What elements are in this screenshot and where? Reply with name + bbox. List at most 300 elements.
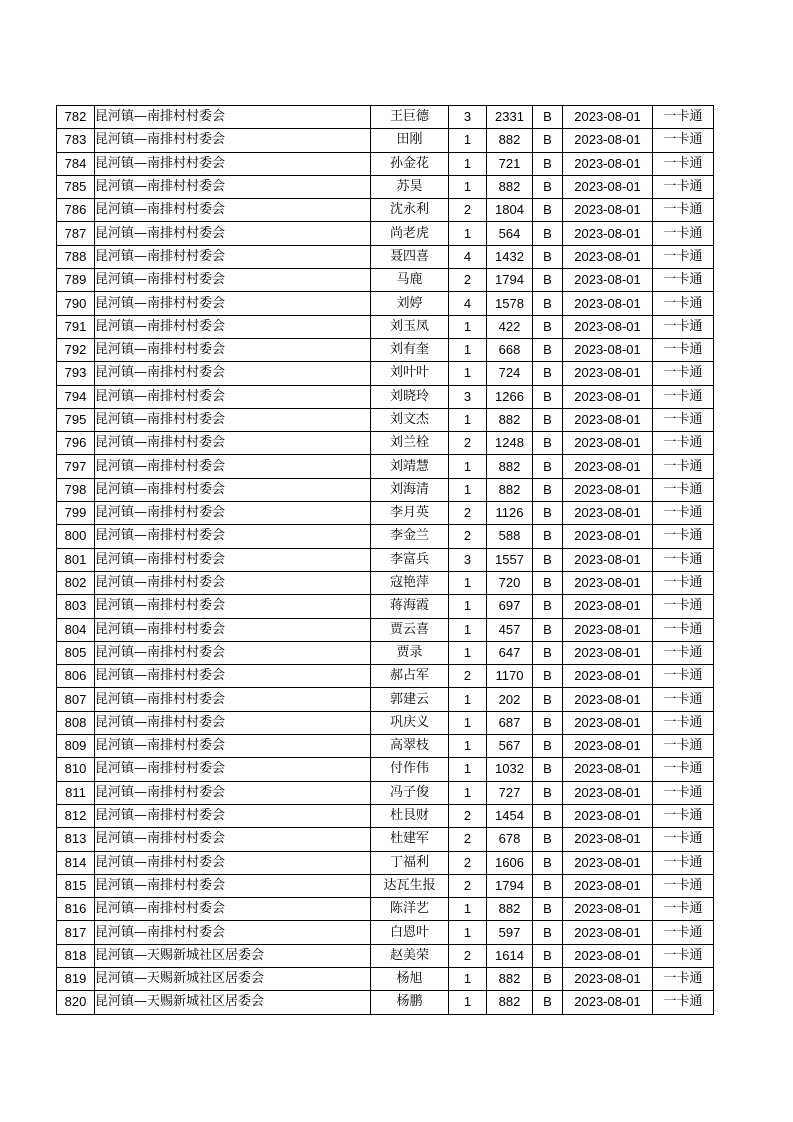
grade-cell: B [533, 874, 563, 897]
grade-cell: B [533, 432, 563, 455]
count-cell: 3 [449, 385, 487, 408]
date-cell: 2023-08-01 [563, 874, 653, 897]
count-cell: 1 [449, 571, 487, 594]
unit-cell: 昆河镇—南排村村委会 [95, 385, 371, 408]
count-cell: 1 [449, 152, 487, 175]
count-cell: 1 [449, 991, 487, 1014]
count-cell: 1 [449, 898, 487, 921]
grade-cell: B [533, 898, 563, 921]
table-row [57, 152, 714, 175]
date-cell: 2023-08-01 [563, 269, 653, 292]
row-index-cell: 810 [57, 758, 95, 781]
date-cell: 2023-08-01 [563, 385, 653, 408]
table-row [57, 828, 714, 851]
table-row [57, 874, 714, 897]
count-cell: 2 [449, 665, 487, 688]
grade-cell: B [533, 571, 563, 594]
table-row [57, 129, 714, 152]
row-index-cell: 783 [57, 129, 95, 152]
name-cell: 陈洋艺 [371, 898, 449, 921]
unit-cell: 昆河镇—南排村村委会 [95, 921, 371, 944]
unit-cell: 昆河镇—南排村村委会 [95, 175, 371, 198]
count-cell: 1 [449, 735, 487, 758]
name-cell: 刘靖慧 [371, 455, 449, 478]
payment-method-cell: 一卡通 [653, 688, 714, 711]
row-index-cell: 804 [57, 618, 95, 641]
row-index-cell: 796 [57, 432, 95, 455]
unit-cell: 昆河镇—南排村村委会 [95, 525, 371, 548]
table-row [57, 781, 714, 804]
unit-cell: 昆河镇—南排村村委会 [95, 735, 371, 758]
payment-method-cell: 一卡通 [653, 967, 714, 990]
amount-cell: 567 [487, 735, 533, 758]
unit-cell: 昆河镇—南排村村委会 [95, 898, 371, 921]
payment-method-cell: 一卡通 [653, 735, 714, 758]
date-cell: 2023-08-01 [563, 152, 653, 175]
name-cell: 巩庆义 [371, 711, 449, 734]
date-cell: 2023-08-01 [563, 921, 653, 944]
date-cell: 2023-08-01 [563, 828, 653, 851]
unit-cell: 昆河镇—南排村村委会 [95, 408, 371, 431]
row-index-cell: 797 [57, 455, 95, 478]
date-cell: 2023-08-01 [563, 595, 653, 618]
payment-method-cell: 一卡通 [653, 455, 714, 478]
payment-method-cell: 一卡通 [653, 548, 714, 571]
grade-cell: B [533, 455, 563, 478]
grade-cell: B [533, 921, 563, 944]
table-row [57, 735, 714, 758]
amount-cell: 882 [487, 478, 533, 501]
date-cell: 2023-08-01 [563, 129, 653, 152]
grade-cell: B [533, 967, 563, 990]
name-cell: 刘海清 [371, 478, 449, 501]
unit-cell: 昆河镇—天赐新城社区居委会 [95, 991, 371, 1014]
row-index-cell: 806 [57, 665, 95, 688]
count-cell: 1 [449, 362, 487, 385]
amount-cell: 588 [487, 525, 533, 548]
table-row [57, 898, 714, 921]
table-row [57, 502, 714, 525]
unit-cell: 昆河镇—南排村村委会 [95, 502, 371, 525]
unit-cell: 昆河镇—南排村村委会 [95, 688, 371, 711]
date-cell: 2023-08-01 [563, 735, 653, 758]
date-cell: 2023-08-01 [563, 315, 653, 338]
amount-cell: 202 [487, 688, 533, 711]
payment-method-cell: 一卡通 [653, 152, 714, 175]
grade-cell: B [533, 502, 563, 525]
grade-cell: B [533, 478, 563, 501]
unit-cell: 昆河镇—南排村村委会 [95, 478, 371, 501]
row-index-cell: 817 [57, 921, 95, 944]
name-cell: 孙金花 [371, 152, 449, 175]
amount-cell: 1432 [487, 245, 533, 268]
count-cell: 2 [449, 851, 487, 874]
name-cell: 刘有奎 [371, 338, 449, 361]
row-index-cell: 800 [57, 525, 95, 548]
table-row [57, 758, 714, 781]
payment-method-cell: 一卡通 [653, 525, 714, 548]
date-cell: 2023-08-01 [563, 851, 653, 874]
name-cell: 寇艳萍 [371, 571, 449, 594]
amount-cell: 882 [487, 898, 533, 921]
row-index-cell: 782 [57, 106, 95, 129]
name-cell: 刘文杰 [371, 408, 449, 431]
amount-cell: 1606 [487, 851, 533, 874]
row-index-cell: 794 [57, 385, 95, 408]
amount-cell: 882 [487, 455, 533, 478]
date-cell: 2023-08-01 [563, 525, 653, 548]
row-index-cell: 815 [57, 874, 95, 897]
name-cell: 赵美荣 [371, 944, 449, 967]
row-index-cell: 812 [57, 804, 95, 827]
amount-cell: 882 [487, 129, 533, 152]
amount-cell: 727 [487, 781, 533, 804]
row-index-cell: 792 [57, 338, 95, 361]
count-cell: 1 [449, 408, 487, 431]
date-cell: 2023-08-01 [563, 408, 653, 431]
grade-cell: B [533, 804, 563, 827]
amount-cell: 564 [487, 222, 533, 245]
date-cell: 2023-08-01 [563, 432, 653, 455]
table-row [57, 408, 714, 431]
count-cell: 1 [449, 222, 487, 245]
row-index-cell: 809 [57, 735, 95, 758]
grade-cell: B [533, 641, 563, 664]
grade-cell: B [533, 595, 563, 618]
grade-cell: B [533, 269, 563, 292]
grade-cell: B [533, 385, 563, 408]
name-cell: 高翠枝 [371, 735, 449, 758]
unit-cell: 昆河镇—天赐新城社区居委会 [95, 967, 371, 990]
grade-cell: B [533, 711, 563, 734]
date-cell: 2023-08-01 [563, 245, 653, 268]
date-cell: 2023-08-01 [563, 292, 653, 315]
row-index-cell: 805 [57, 641, 95, 664]
table-row [57, 571, 714, 594]
table-row [57, 362, 714, 385]
count-cell: 2 [449, 944, 487, 967]
unit-cell: 昆河镇—南排村村委会 [95, 432, 371, 455]
amount-cell: 1248 [487, 432, 533, 455]
grade-cell: B [533, 665, 563, 688]
grade-cell: B [533, 688, 563, 711]
date-cell: 2023-08-01 [563, 478, 653, 501]
date-cell: 2023-08-01 [563, 548, 653, 571]
row-index-cell: 798 [57, 478, 95, 501]
grade-cell: B [533, 525, 563, 548]
row-index-cell: 818 [57, 944, 95, 967]
count-cell: 1 [449, 921, 487, 944]
name-cell: 杨旭 [371, 967, 449, 990]
date-cell: 2023-08-01 [563, 618, 653, 641]
row-index-cell: 787 [57, 222, 95, 245]
grade-cell: B [533, 735, 563, 758]
date-cell: 2023-08-01 [563, 106, 653, 129]
grade-cell: B [533, 408, 563, 431]
unit-cell: 昆河镇—南排村村委会 [95, 851, 371, 874]
grade-cell: B [533, 828, 563, 851]
unit-cell: 昆河镇—南排村村委会 [95, 315, 371, 338]
table-row [57, 106, 714, 129]
row-index-cell: 811 [57, 781, 95, 804]
payment-method-cell: 一卡通 [653, 408, 714, 431]
row-index-cell: 799 [57, 502, 95, 525]
date-cell: 2023-08-01 [563, 338, 653, 361]
amount-cell: 457 [487, 618, 533, 641]
amount-cell: 678 [487, 828, 533, 851]
grade-cell: B [533, 851, 563, 874]
count-cell: 1 [449, 315, 487, 338]
amount-cell: 1126 [487, 502, 533, 525]
grade-cell: B [533, 618, 563, 641]
payment-method-cell: 一卡通 [653, 106, 714, 129]
table-row [57, 641, 714, 664]
name-cell: 冯子俊 [371, 781, 449, 804]
unit-cell: 昆河镇—南排村村委会 [95, 618, 371, 641]
unit-cell: 昆河镇—南排村村委会 [95, 245, 371, 268]
name-cell: 李月英 [371, 502, 449, 525]
table-row [57, 967, 714, 990]
name-cell: 蒋海霞 [371, 595, 449, 618]
payment-method-cell: 一卡通 [653, 502, 714, 525]
table-row [57, 804, 714, 827]
grade-cell: B [533, 129, 563, 152]
name-cell: 贾云喜 [371, 618, 449, 641]
unit-cell: 昆河镇—南排村村委会 [95, 199, 371, 222]
count-cell: 1 [449, 688, 487, 711]
row-index-cell: 801 [57, 548, 95, 571]
name-cell: 聂四喜 [371, 245, 449, 268]
payment-method-cell: 一卡通 [653, 874, 714, 897]
row-index-cell: 786 [57, 199, 95, 222]
payment-method-cell: 一卡通 [653, 944, 714, 967]
name-cell: 杜建军 [371, 828, 449, 851]
grade-cell: B [533, 175, 563, 198]
name-cell: 丁福利 [371, 851, 449, 874]
table-row [57, 432, 714, 455]
row-index-cell: 820 [57, 991, 95, 1014]
table-row [57, 269, 714, 292]
grade-cell: B [533, 199, 563, 222]
count-cell: 2 [449, 502, 487, 525]
table-row [57, 222, 714, 245]
unit-cell: 昆河镇—南排村村委会 [95, 595, 371, 618]
unit-cell: 昆河镇—天赐新城社区居委会 [95, 944, 371, 967]
unit-cell: 昆河镇—南排村村委会 [95, 758, 371, 781]
row-index-cell: 803 [57, 595, 95, 618]
row-index-cell: 795 [57, 408, 95, 431]
amount-cell: 882 [487, 175, 533, 198]
unit-cell: 昆河镇—南排村村委会 [95, 804, 371, 827]
count-cell: 1 [449, 175, 487, 198]
date-cell: 2023-08-01 [563, 944, 653, 967]
payment-method-cell: 一卡通 [653, 921, 714, 944]
name-cell: 苏昊 [371, 175, 449, 198]
name-cell: 杨鹏 [371, 991, 449, 1014]
table-row [57, 292, 714, 315]
table-row [57, 245, 714, 268]
name-cell: 白恩叶 [371, 921, 449, 944]
payment-method-cell: 一卡通 [653, 269, 714, 292]
unit-cell: 昆河镇—南排村村委会 [95, 362, 371, 385]
unit-cell: 昆河镇—南排村村委会 [95, 665, 371, 688]
table-row [57, 199, 714, 222]
date-cell: 2023-08-01 [563, 502, 653, 525]
name-cell: 郝占军 [371, 665, 449, 688]
payment-method-cell: 一卡通 [653, 292, 714, 315]
row-index-cell: 802 [57, 571, 95, 594]
table-row [57, 478, 714, 501]
name-cell: 刘叶叶 [371, 362, 449, 385]
date-cell: 2023-08-01 [563, 571, 653, 594]
amount-cell: 697 [487, 595, 533, 618]
payment-method-cell: 一卡通 [653, 432, 714, 455]
name-cell: 贾录 [371, 641, 449, 664]
name-cell: 田刚 [371, 129, 449, 152]
date-cell: 2023-08-01 [563, 199, 653, 222]
amount-cell: 422 [487, 315, 533, 338]
name-cell: 沈永利 [371, 199, 449, 222]
amount-cell: 1454 [487, 804, 533, 827]
grade-cell: B [533, 548, 563, 571]
date-cell: 2023-08-01 [563, 665, 653, 688]
amount-cell: 1032 [487, 758, 533, 781]
amount-cell: 721 [487, 152, 533, 175]
unit-cell: 昆河镇—南排村村委会 [95, 152, 371, 175]
name-cell: 杜艮财 [371, 804, 449, 827]
count-cell: 2 [449, 525, 487, 548]
date-cell: 2023-08-01 [563, 804, 653, 827]
grade-cell: B [533, 338, 563, 361]
date-cell: 2023-08-01 [563, 781, 653, 804]
unit-cell: 昆河镇—南排村村委会 [95, 106, 371, 129]
record-table [56, 105, 714, 1015]
table-row [57, 991, 714, 1014]
count-cell: 2 [449, 269, 487, 292]
payment-method-cell: 一卡通 [653, 781, 714, 804]
unit-cell: 昆河镇—南排村村委会 [95, 548, 371, 571]
unit-cell: 昆河镇—南排村村委会 [95, 571, 371, 594]
count-cell: 2 [449, 432, 487, 455]
name-cell: 马鹿 [371, 269, 449, 292]
date-cell: 2023-08-01 [563, 898, 653, 921]
name-cell: 达瓦生报 [371, 874, 449, 897]
grade-cell: B [533, 362, 563, 385]
count-cell: 1 [449, 338, 487, 361]
row-index-cell: 788 [57, 245, 95, 268]
count-cell: 1 [449, 711, 487, 734]
row-index-cell: 793 [57, 362, 95, 385]
table-row [57, 921, 714, 944]
date-cell: 2023-08-01 [563, 967, 653, 990]
count-cell: 1 [449, 758, 487, 781]
table-row [57, 455, 714, 478]
count-cell: 1 [449, 641, 487, 664]
row-index-cell: 785 [57, 175, 95, 198]
payment-method-cell: 一卡通 [653, 362, 714, 385]
name-cell: 刘玉凤 [371, 315, 449, 338]
count-cell: 2 [449, 828, 487, 851]
amount-cell: 1804 [487, 199, 533, 222]
payment-method-cell: 一卡通 [653, 618, 714, 641]
row-index-cell: 789 [57, 269, 95, 292]
amount-cell: 1794 [487, 269, 533, 292]
count-cell: 4 [449, 292, 487, 315]
table-row [57, 595, 714, 618]
date-cell: 2023-08-01 [563, 175, 653, 198]
date-cell: 2023-08-01 [563, 758, 653, 781]
unit-cell: 昆河镇—南排村村委会 [95, 711, 371, 734]
grade-cell: B [533, 944, 563, 967]
payment-method-cell: 一卡通 [653, 758, 714, 781]
payment-method-cell: 一卡通 [653, 665, 714, 688]
count-cell: 1 [449, 618, 487, 641]
count-cell: 2 [449, 199, 487, 222]
payment-method-cell: 一卡通 [653, 129, 714, 152]
table-row [57, 175, 714, 198]
payment-method-cell: 一卡通 [653, 199, 714, 222]
row-index-cell: 808 [57, 711, 95, 734]
grade-cell: B [533, 152, 563, 175]
unit-cell: 昆河镇—南排村村委会 [95, 874, 371, 897]
payment-method-cell: 一卡通 [653, 711, 714, 734]
amount-cell: 720 [487, 571, 533, 594]
amount-cell: 1794 [487, 874, 533, 897]
grade-cell: B [533, 292, 563, 315]
table-row [57, 338, 714, 361]
unit-cell: 昆河镇—南排村村委会 [95, 338, 371, 361]
date-cell: 2023-08-01 [563, 362, 653, 385]
amount-cell: 882 [487, 408, 533, 431]
date-cell: 2023-08-01 [563, 711, 653, 734]
name-cell: 刘婷 [371, 292, 449, 315]
name-cell: 刘兰栓 [371, 432, 449, 455]
amount-cell: 2331 [487, 106, 533, 129]
amount-cell: 597 [487, 921, 533, 944]
row-index-cell: 784 [57, 152, 95, 175]
date-cell: 2023-08-01 [563, 222, 653, 245]
amount-cell: 882 [487, 991, 533, 1014]
name-cell: 李富兵 [371, 548, 449, 571]
name-cell: 王巨德 [371, 106, 449, 129]
table-row [57, 315, 714, 338]
payment-method-cell: 一卡通 [653, 385, 714, 408]
payment-method-cell: 一卡通 [653, 828, 714, 851]
unit-cell: 昆河镇—南排村村委会 [95, 292, 371, 315]
table-row [57, 525, 714, 548]
payment-method-cell: 一卡通 [653, 851, 714, 874]
row-index-cell: 807 [57, 688, 95, 711]
amount-cell: 647 [487, 641, 533, 664]
payment-method-cell: 一卡通 [653, 595, 714, 618]
date-cell: 2023-08-01 [563, 991, 653, 1014]
count-cell: 1 [449, 595, 487, 618]
payment-method-cell: 一卡通 [653, 222, 714, 245]
table-row [57, 618, 714, 641]
row-index-cell: 813 [57, 828, 95, 851]
amount-cell: 687 [487, 711, 533, 734]
unit-cell: 昆河镇—南排村村委会 [95, 781, 371, 804]
grade-cell: B [533, 781, 563, 804]
amount-cell: 668 [487, 338, 533, 361]
date-cell: 2023-08-01 [563, 641, 653, 664]
table-row [57, 944, 714, 967]
count-cell: 1 [449, 455, 487, 478]
payment-method-cell: 一卡通 [653, 478, 714, 501]
payment-method-cell: 一卡通 [653, 898, 714, 921]
count-cell: 2 [449, 874, 487, 897]
row-index-cell: 791 [57, 315, 95, 338]
